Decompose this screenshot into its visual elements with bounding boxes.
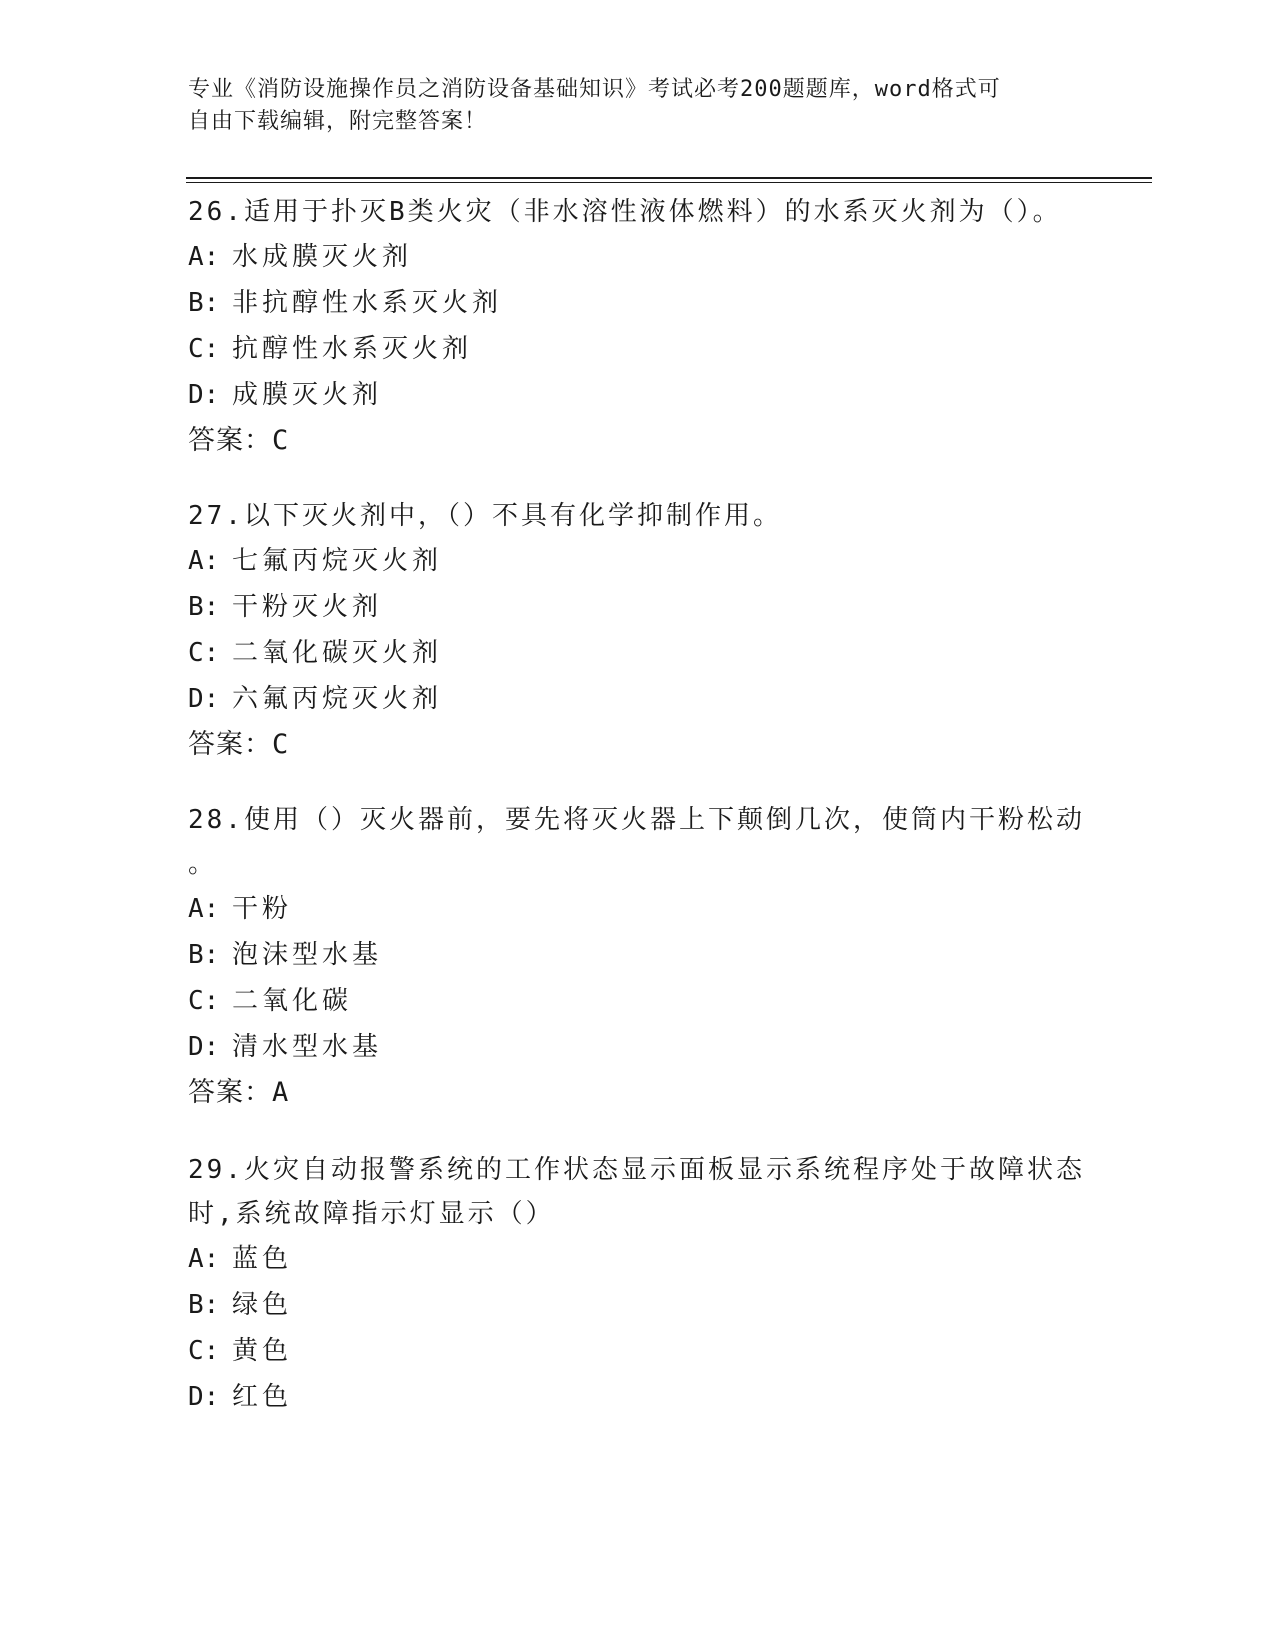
option-c <box>188 630 1088 676</box>
option-letter: D: <box>188 1032 220 1062</box>
option-letter: B: <box>188 592 220 622</box>
option-d <box>188 676 1088 722</box>
option-letter: A: <box>188 242 220 272</box>
question-29 <box>188 1148 1088 1420</box>
answer-label: 答案： <box>188 1077 272 1108</box>
option-text: 干粉灭火剂 <box>232 592 383 622</box>
option-text: 黄色 <box>232 1336 293 1366</box>
answer-value: C <box>272 729 290 760</box>
option-text: 泡沫型水基 <box>232 940 383 970</box>
option-a <box>188 1236 1088 1282</box>
option-text: 二氧化碳 <box>232 986 353 1016</box>
option-text: 二氧化碳灭火剂 <box>232 638 443 668</box>
answer-value: A <box>272 1077 290 1108</box>
header-line-1: 专业《消防设施操作员之消防设备基础知识》考试必考200题题库，word格式可 <box>188 77 1001 102</box>
option-letter: C: <box>188 986 220 1016</box>
question-text: 28.使用（）灭火器前，要先将灭火器上下颠倒几次，使筒内干粉松动 。 <box>188 805 1085 879</box>
option-text: 成膜灭火剂 <box>232 380 383 410</box>
option-text: 干粉 <box>232 894 293 924</box>
option-letter: A: <box>188 894 220 924</box>
option-letter: C: <box>188 638 220 668</box>
option-letter: A: <box>188 1244 220 1274</box>
option-text: 七氟丙烷灭火剂 <box>232 546 443 576</box>
option-letter: D: <box>188 684 220 714</box>
option-a <box>188 538 1088 584</box>
option-b <box>188 584 1088 630</box>
answer-label: 答案： <box>188 425 272 456</box>
question-text: 27.以下灭火剂中，（）不具有化学抑制作用。 <box>188 501 782 531</box>
option-d <box>188 1374 1088 1420</box>
option-text: 清水型水基 <box>232 1032 383 1062</box>
option-letter: A: <box>188 546 220 576</box>
option-b <box>188 1282 1088 1328</box>
question-27 <box>188 494 1088 768</box>
option-a <box>188 234 1088 280</box>
answer <box>188 1070 1088 1116</box>
option-text: 六氟丙烷灭火剂 <box>232 684 443 714</box>
header-line-2: 自由下载编辑，附完整答案！ <box>188 109 488 134</box>
question-28 <box>188 798 1088 1116</box>
option-text: 蓝色 <box>232 1244 293 1274</box>
option-d <box>188 1024 1088 1070</box>
option-b <box>188 932 1088 978</box>
option-text: 绿色 <box>232 1290 293 1320</box>
option-a <box>188 886 1088 932</box>
option-c <box>188 978 1088 1024</box>
option-letter: D: <box>188 1382 220 1412</box>
header-divider-thin <box>186 182 1152 183</box>
option-text: 水成膜灭火剂 <box>232 242 413 272</box>
option-d <box>188 372 1088 418</box>
option-text: 抗醇性水系灭火剂 <box>232 334 473 364</box>
option-text: 非抗醇性水系灭火剂 <box>232 288 503 318</box>
answer-label: 答案： <box>188 729 272 760</box>
question-text: 26.适用于扑灭B类火灾（非水溶性液体燃料）的水系灭火剂为（）。 <box>188 197 1062 227</box>
option-b <box>188 280 1088 326</box>
answer <box>188 722 1088 768</box>
question-26 <box>188 190 1088 464</box>
header-divider-thick <box>186 177 1152 179</box>
option-letter: C: <box>188 1336 220 1366</box>
option-c <box>188 1328 1088 1374</box>
option-letter: D: <box>188 380 220 410</box>
option-letter: B: <box>188 1290 220 1320</box>
option-text: 红色 <box>232 1382 293 1412</box>
option-c <box>188 326 1088 372</box>
option-letter: B: <box>188 288 220 318</box>
option-letter: B: <box>188 940 220 970</box>
answer <box>188 418 1088 464</box>
document-header <box>188 74 1088 138</box>
answer-value: C <box>272 425 290 456</box>
option-letter: C: <box>188 334 220 364</box>
question-text: 29.火灾自动报警系统的工作状态显示面板显示系统程序处于故障状态 时,系统故障指示灯显示（） <box>188 1155 1085 1229</box>
